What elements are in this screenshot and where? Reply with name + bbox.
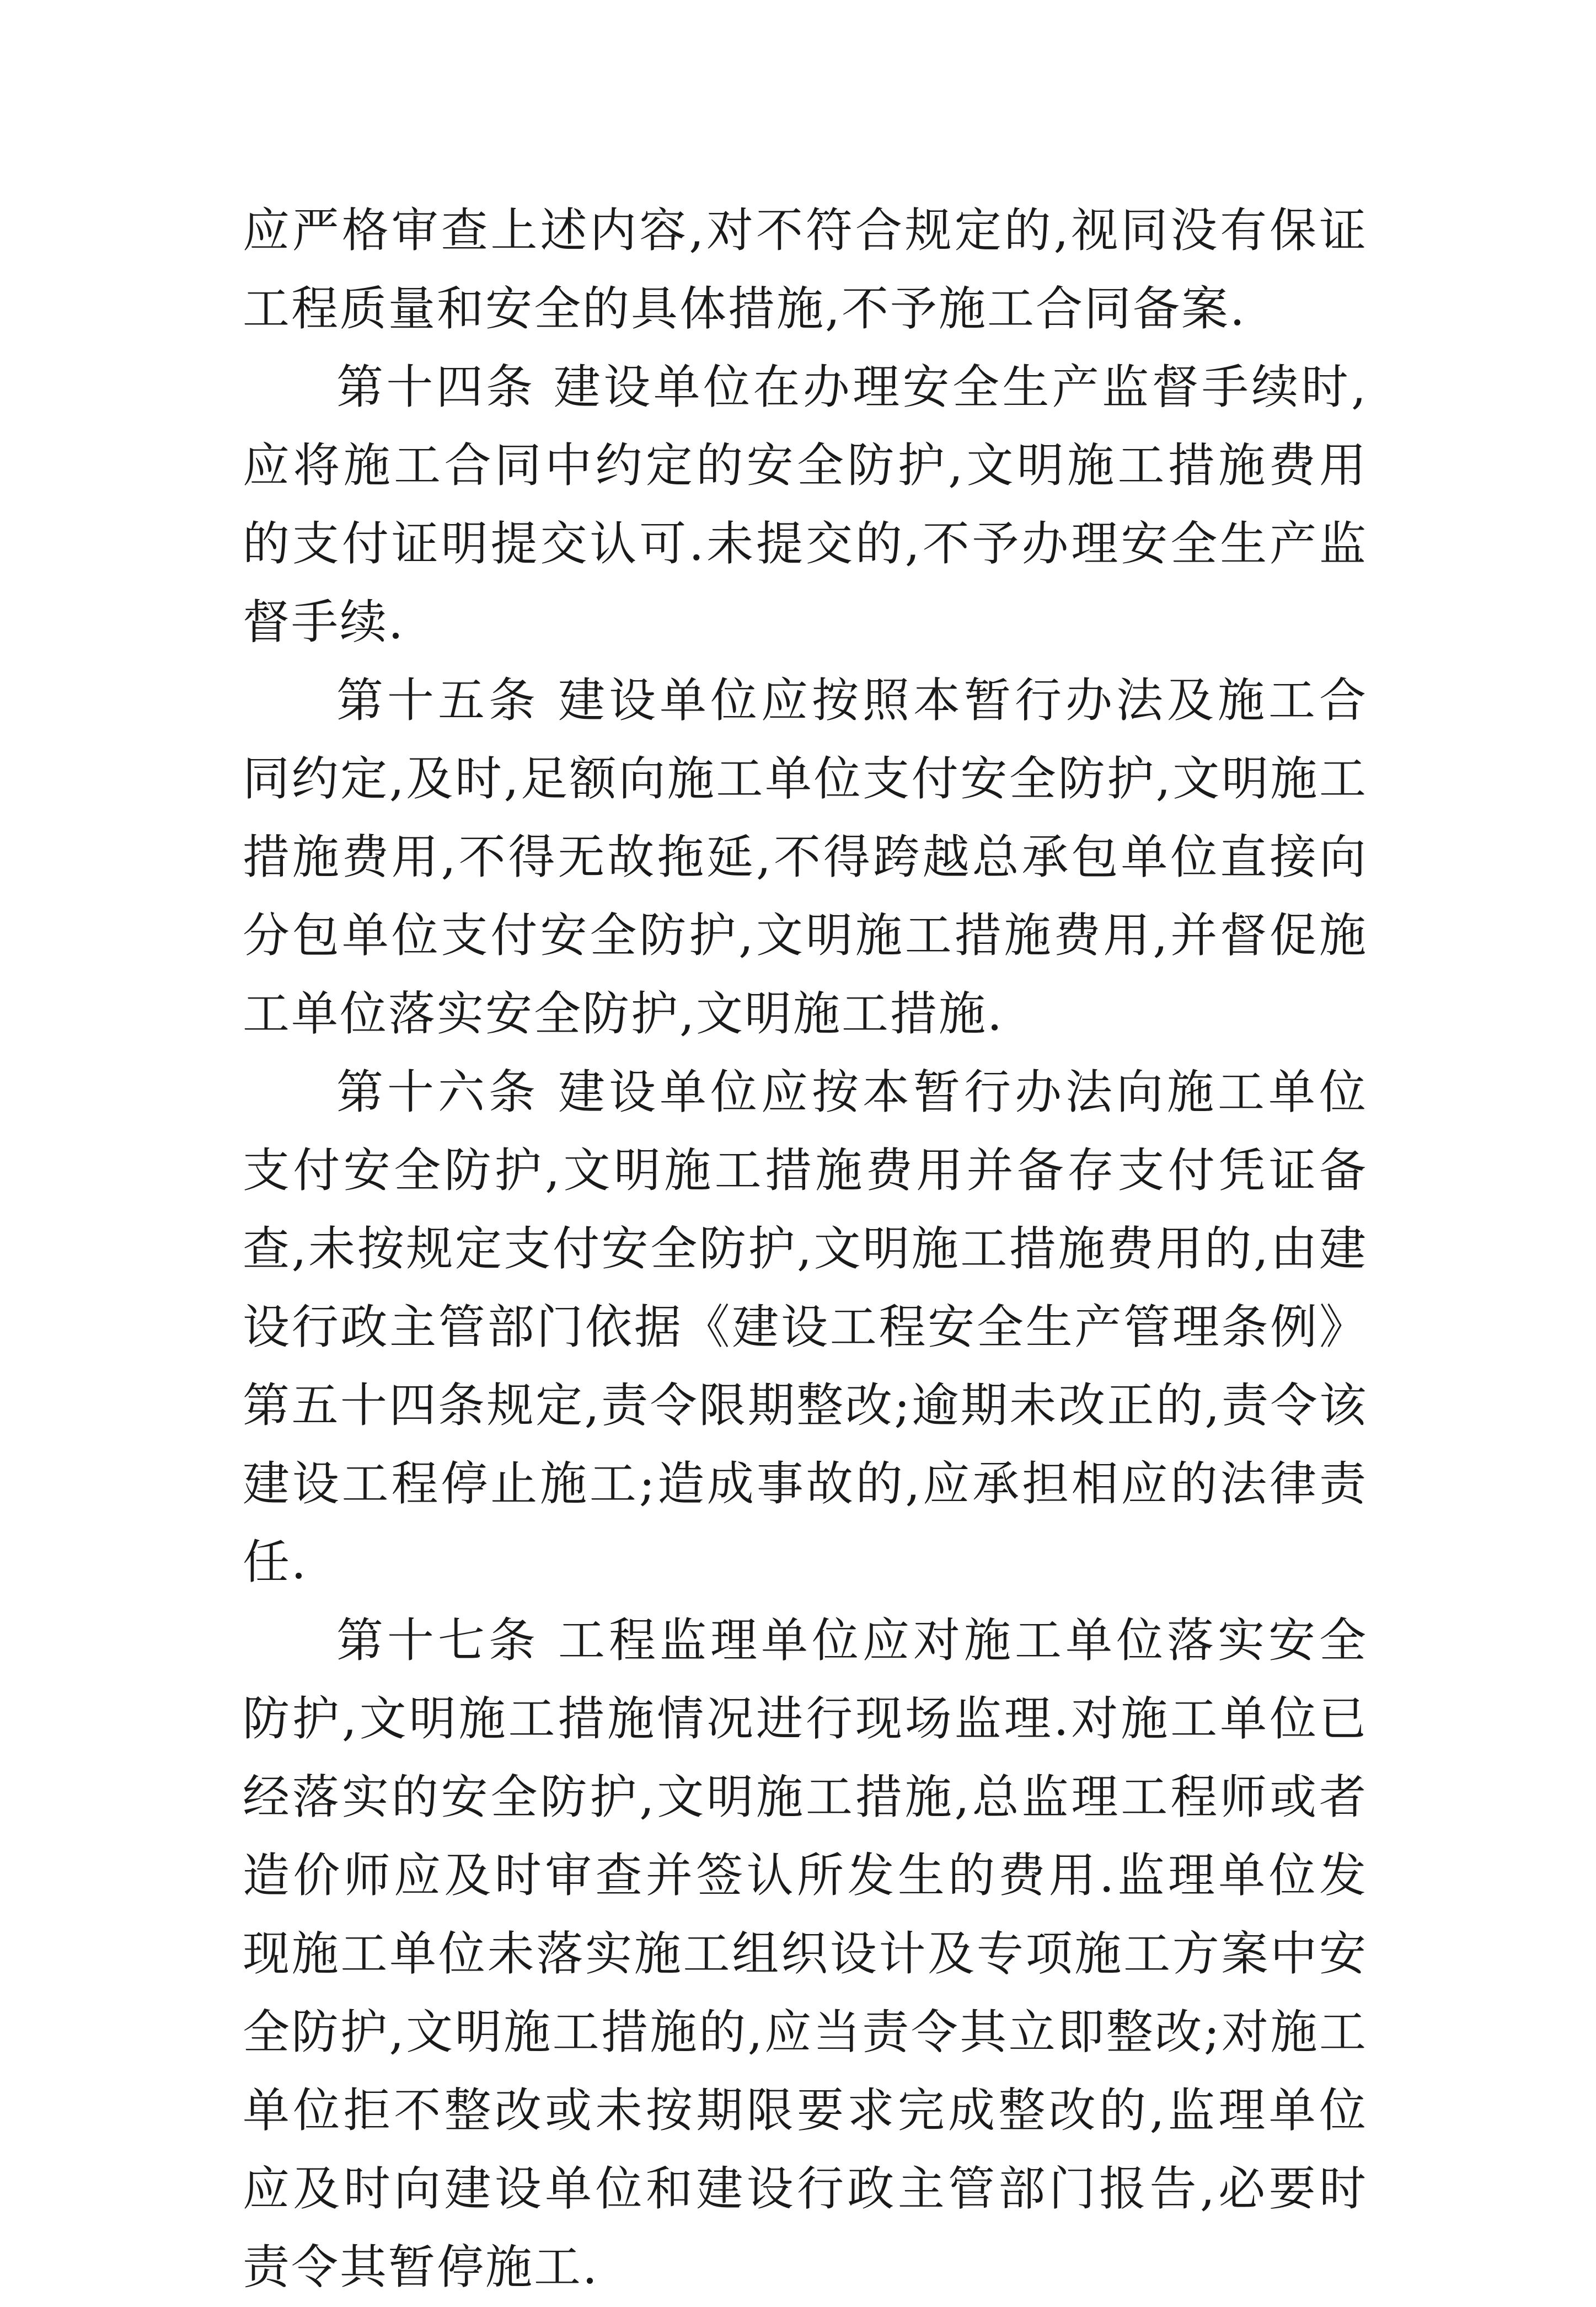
paragraph-article-17: 第十七条 工程监理单位应对施工单位落实安全防护,文明施工措施情况进行现场监理.对施工单位已经落实的安全防护,文明施工措施,总监理工程师或者造价师应及时审查并签认所发生的费用.监理单位发现施工单位未落实施工组织设计及专项施工方案中安全防护,文明施工措施的,应当责令其立即整改;对施工单位拒不整改或未按期限要求完成整改的,监理单位应及时向建设单位和建设行政主管部门报告,必要时责令其暂停施工. — [243, 1614, 1368, 2295]
paragraph-article-15: 第十五条 建设单位应按照本暂行办法及施工合同约定,及时,足额向施工单位支付安全防护,文明施工措施费用,不得无故拖延,不得跨越总承包单位直接向分包单位支付安全防护,文明施工措施费用,并督促施工单位落实安全防护,文明施工措施. — [243, 674, 1368, 1042]
paragraph-article-14: 第十四条 建设单位在办理安全生产监督手续时,应将施工合同中约定的安全防护,文明施工措施费用的支付证明提交认可.未提交的,不予办理安全生产监督手续. — [243, 360, 1368, 650]
paragraph-continuation: 应严格审查上述内容,对不符合规定的,视同没有保证工程质量和安全的具体措施,不予施工合同备案. — [243, 204, 1368, 337]
paragraph-article-16: 第十六条 建设单位应按本暂行办法向施工单位支付安全防护,文明施工措施费用并备存支付凭证备查,未按规定支付安全防护,文明施工措施费用的,由建设行政主管部门依据《建设工程安全生产管理条例》第五十四条规定,责令限期整改;逾期未改正的,责令该建设工程停止施工;造成事故的,应承担相应的法律责任. — [243, 1065, 1368, 1590]
document-body — [243, 192, 1368, 2307]
